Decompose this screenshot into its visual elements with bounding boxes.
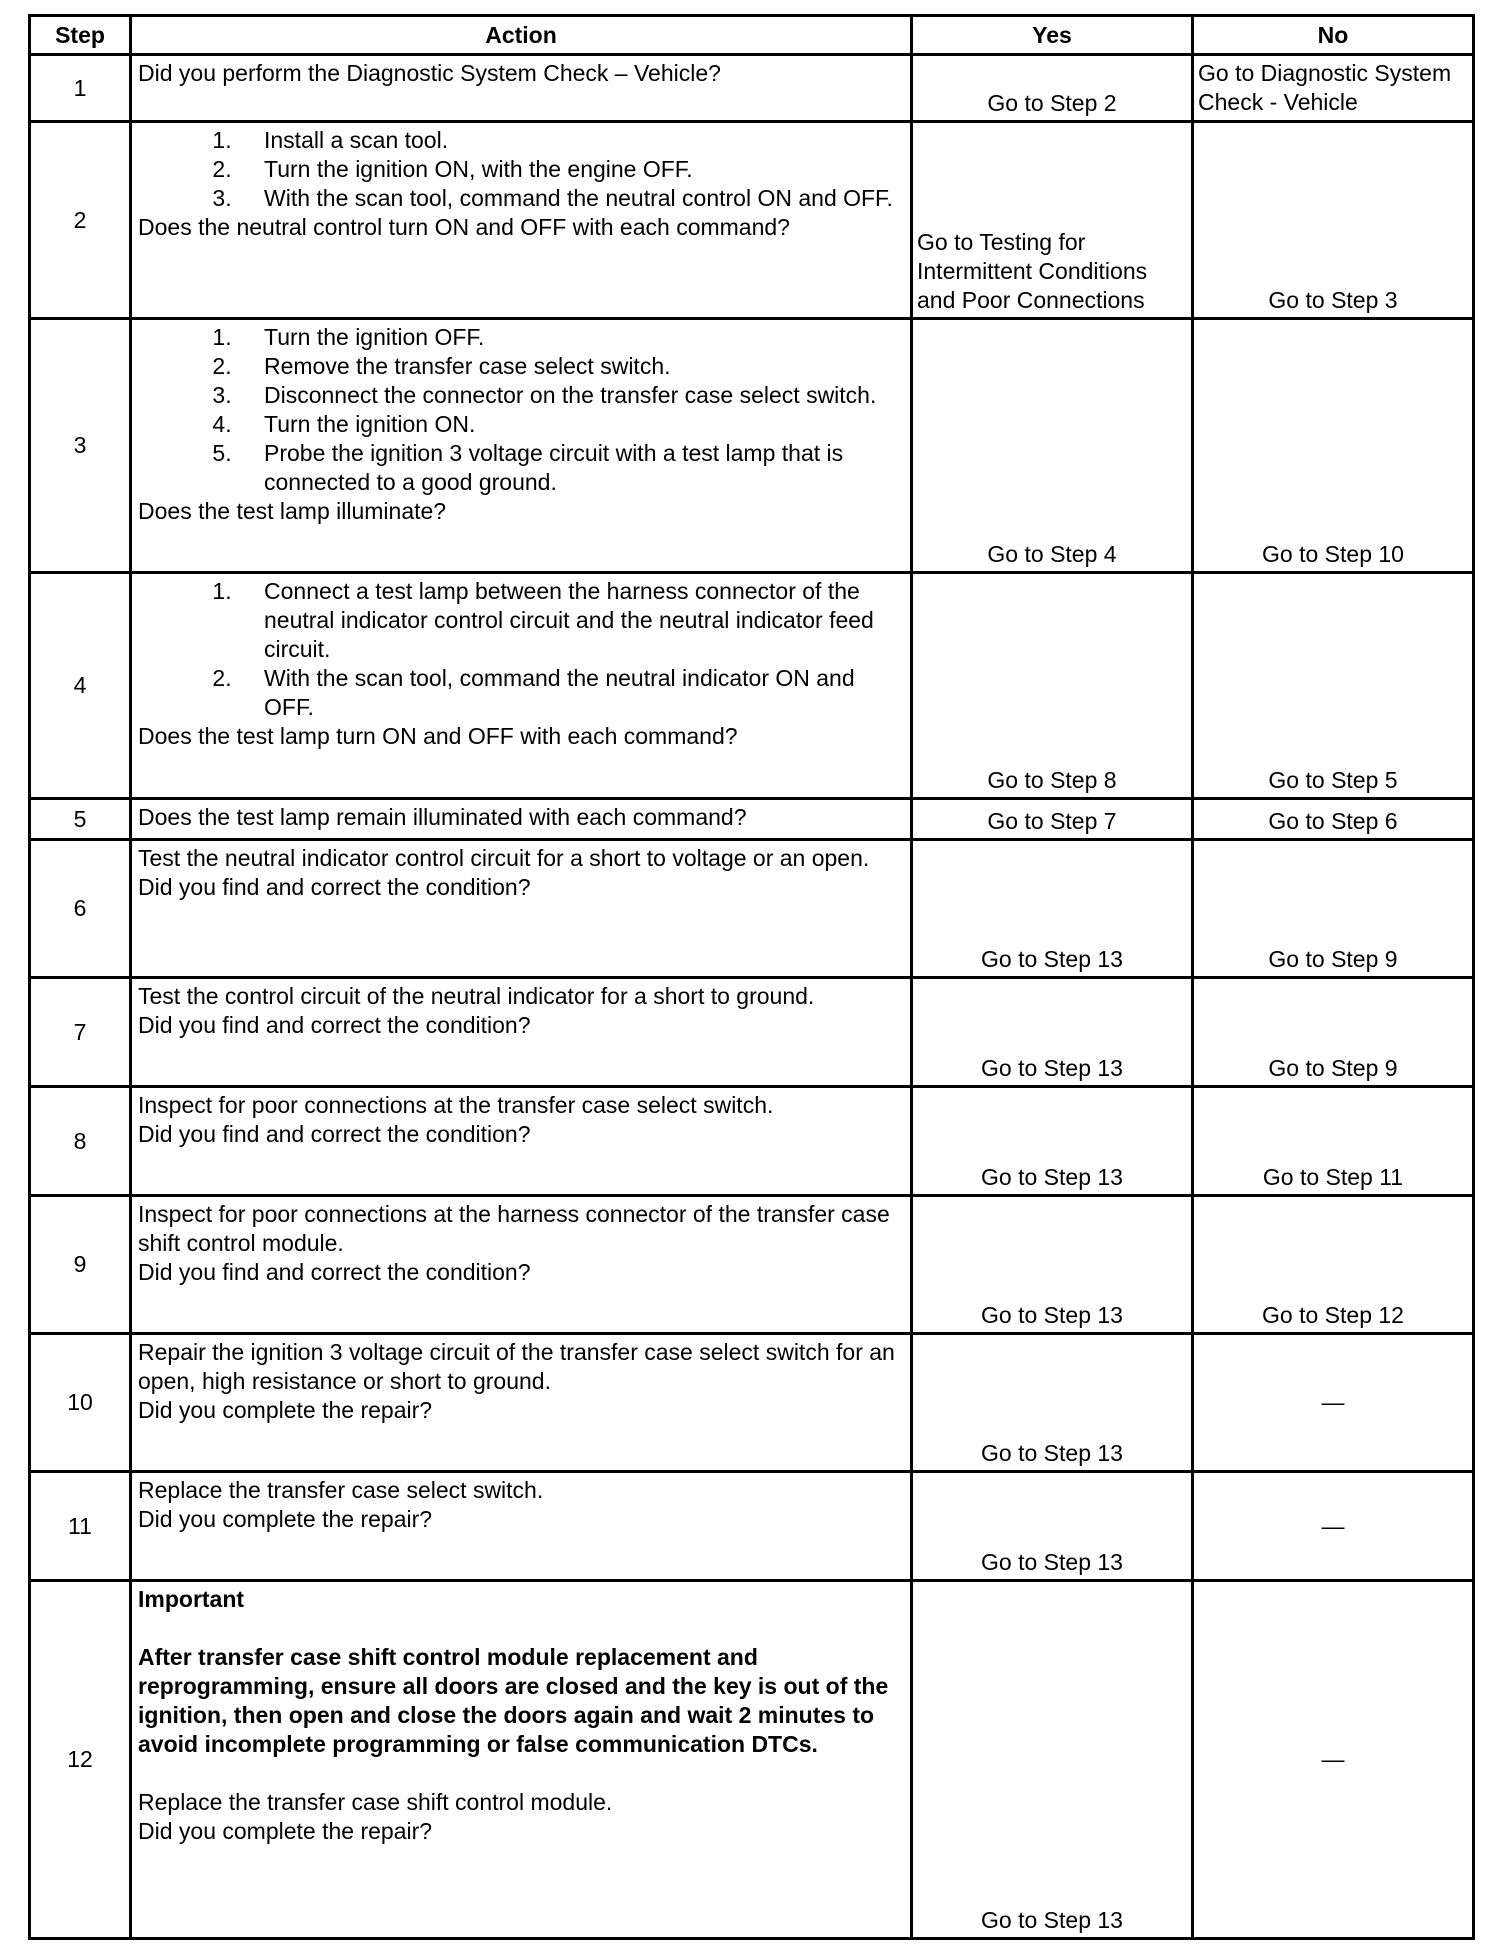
important-note: After transfer case shift control module replacement and reprogramming, ensure all doors are closed and the key is out of the ignition, then open and close the doors again and wait 2 minutes to avoid incomplete programming or false communication DTCs. — [138, 1644, 889, 1757]
yes-cell: Go to Step 13 — [912, 1472, 1193, 1581]
table-row — [30, 1334, 1474, 1472]
yes-cell: Go to Step 2 — [912, 55, 1193, 122]
action-text: Replace the transfer case shift control module. — [138, 1789, 613, 1815]
step-number: 5 — [30, 799, 131, 840]
table-row — [30, 978, 1474, 1087]
action-question: Did you complete the repair? — [138, 1506, 433, 1532]
no-cell: Go to Step 6 — [1193, 799, 1474, 840]
no-cell: Go to Step 12 — [1193, 1196, 1474, 1334]
action-cell — [131, 978, 912, 1087]
step-number: 6 — [30, 840, 131, 978]
table-row — [30, 1196, 1474, 1334]
step-number: 8 — [30, 1087, 131, 1196]
action-text: Replace the transfer case select switch. — [138, 1477, 544, 1503]
yes-cell: Go to Step 13 — [912, 840, 1193, 978]
list-item: 3. With the scan tool, command the neutral control ON and OFF. — [238, 184, 904, 213]
header-row — [30, 16, 1474, 55]
action-question: Does the test lamp turn ON and OFF with each command? — [138, 723, 738, 749]
yes-cell: Go to Step 7 — [912, 799, 1193, 840]
action-text: Test the neutral indicator control circuit for a short to voltage or an open. — [138, 845, 870, 871]
no-cell: Go to Diagnostic System Check - Vehicle — [1193, 55, 1474, 122]
action-cell — [131, 1581, 912, 1939]
action-cell — [131, 799, 912, 840]
no-cell: Go to Step 11 — [1193, 1087, 1474, 1196]
no-cell: Go to Step 3 — [1193, 122, 1474, 319]
list-item: 2. With the scan tool, command the neutral indicator ON and OFF. — [238, 664, 904, 722]
action-cell — [131, 1472, 912, 1581]
action-question: Does the test lamp illuminate? — [138, 498, 447, 524]
table-row — [30, 1472, 1474, 1581]
action-text: Inspect for poor connections at the harness connector of the transfer case shift control module. — [138, 1201, 890, 1256]
step-number: 12 — [30, 1581, 131, 1939]
action-question: Did you perform the Diagnostic System Check – Vehicle? — [138, 60, 721, 86]
step-number: 1 — [30, 55, 131, 122]
no-cell: — — [1193, 1334, 1474, 1472]
diagnostic-table — [28, 14, 1475, 1940]
table-row — [30, 799, 1474, 840]
table-row — [30, 319, 1474, 573]
yes-cell: Go to Step 4 — [912, 319, 1193, 573]
table-row — [30, 122, 1474, 319]
step-number: 9 — [30, 1196, 131, 1334]
action-cell — [131, 1196, 912, 1334]
no-cell: Go to Step 9 — [1193, 840, 1474, 978]
step-number: 3 — [30, 319, 131, 573]
action-cell — [131, 1334, 912, 1472]
no-cell: Go to Step 10 — [1193, 319, 1474, 573]
action-question: Does the test lamp remain illuminated with each command? — [138, 804, 747, 830]
step-number: 2 — [30, 122, 131, 319]
action-question: Did you find and correct the condition? — [138, 1259, 531, 1285]
no-cell: Go to Step 5 — [1193, 573, 1474, 799]
yes-cell: Go to Step 13 — [912, 1196, 1193, 1334]
no-cell: — — [1193, 1472, 1474, 1581]
no-cell: — — [1193, 1581, 1474, 1939]
list-item: 1. Install a scan tool. — [238, 126, 904, 155]
action-cell — [131, 573, 912, 799]
header-no: No — [1193, 16, 1474, 55]
action-question: Did you complete the repair? — [138, 1397, 433, 1423]
action-question: Does the neutral control turn ON and OFF with each command? — [138, 214, 790, 240]
action-question: Did you find and correct the condition? — [138, 874, 531, 900]
table-row — [30, 1581, 1474, 1939]
action-text: Inspect for poor connections at the transfer case select switch. — [138, 1092, 774, 1118]
action-cell — [131, 319, 912, 573]
no-cell: Go to Step 9 — [1193, 978, 1474, 1087]
procedure-list — [138, 323, 904, 497]
list-item: 3. Disconnect the connector on the transfer case select switch. — [238, 381, 904, 410]
action-cell — [131, 122, 912, 319]
action-question: Did you find and correct the condition? — [138, 1012, 531, 1038]
action-cell — [131, 840, 912, 978]
action-question: Did you find and correct the condition? — [138, 1121, 531, 1147]
yes-cell: Go to Step 13 — [912, 1334, 1193, 1472]
important-label: Important — [138, 1586, 245, 1612]
yes-cell: Go to Step 8 — [912, 573, 1193, 799]
procedure-list — [138, 126, 904, 213]
procedure-list — [138, 577, 904, 722]
yes-cell: Go to Step 13 — [912, 1581, 1193, 1939]
table-row — [30, 1087, 1474, 1196]
action-cell — [131, 1087, 912, 1196]
table-row — [30, 573, 1474, 799]
step-number: 4 — [30, 573, 131, 799]
step-number: 11 — [30, 1472, 131, 1581]
action-text: Repair the ignition 3 voltage circuit of the transfer case select switch for an open, high resistance or short to ground. — [138, 1339, 895, 1394]
yes-cell: Go to Step 13 — [912, 978, 1193, 1087]
list-item: 5. Probe the ignition 3 voltage circuit with a test lamp that is connected to a good ground. — [238, 439, 904, 497]
list-item: 1. Connect a test lamp between the harness connector of the neutral indicator control circuit and the neutral indicator feed circuit. — [238, 577, 904, 664]
step-number: 7 — [30, 978, 131, 1087]
yes-cell: Go to Step 13 — [912, 1087, 1193, 1196]
action-cell — [131, 55, 912, 122]
action-text: Test the control circuit of the neutral indicator for a short to ground. — [138, 983, 815, 1009]
table-row — [30, 840, 1474, 978]
table-row — [30, 55, 1474, 122]
list-item: 2. Remove the transfer case select switch. — [238, 352, 904, 381]
list-item: 4. Turn the ignition ON. — [238, 410, 904, 439]
action-question: Did you complete the repair? — [138, 1818, 433, 1844]
yes-cell: Go to Testing for Intermittent Conditions and Poor Connections — [912, 122, 1193, 319]
list-item: 1. Turn the ignition OFF. — [238, 323, 904, 352]
header-step: Step — [30, 16, 131, 55]
header-action: Action — [131, 16, 912, 55]
step-number: 10 — [30, 1334, 131, 1472]
list-item: 2. Turn the ignition ON, with the engine OFF. — [238, 155, 904, 184]
header-yes: Yes — [912, 16, 1193, 55]
